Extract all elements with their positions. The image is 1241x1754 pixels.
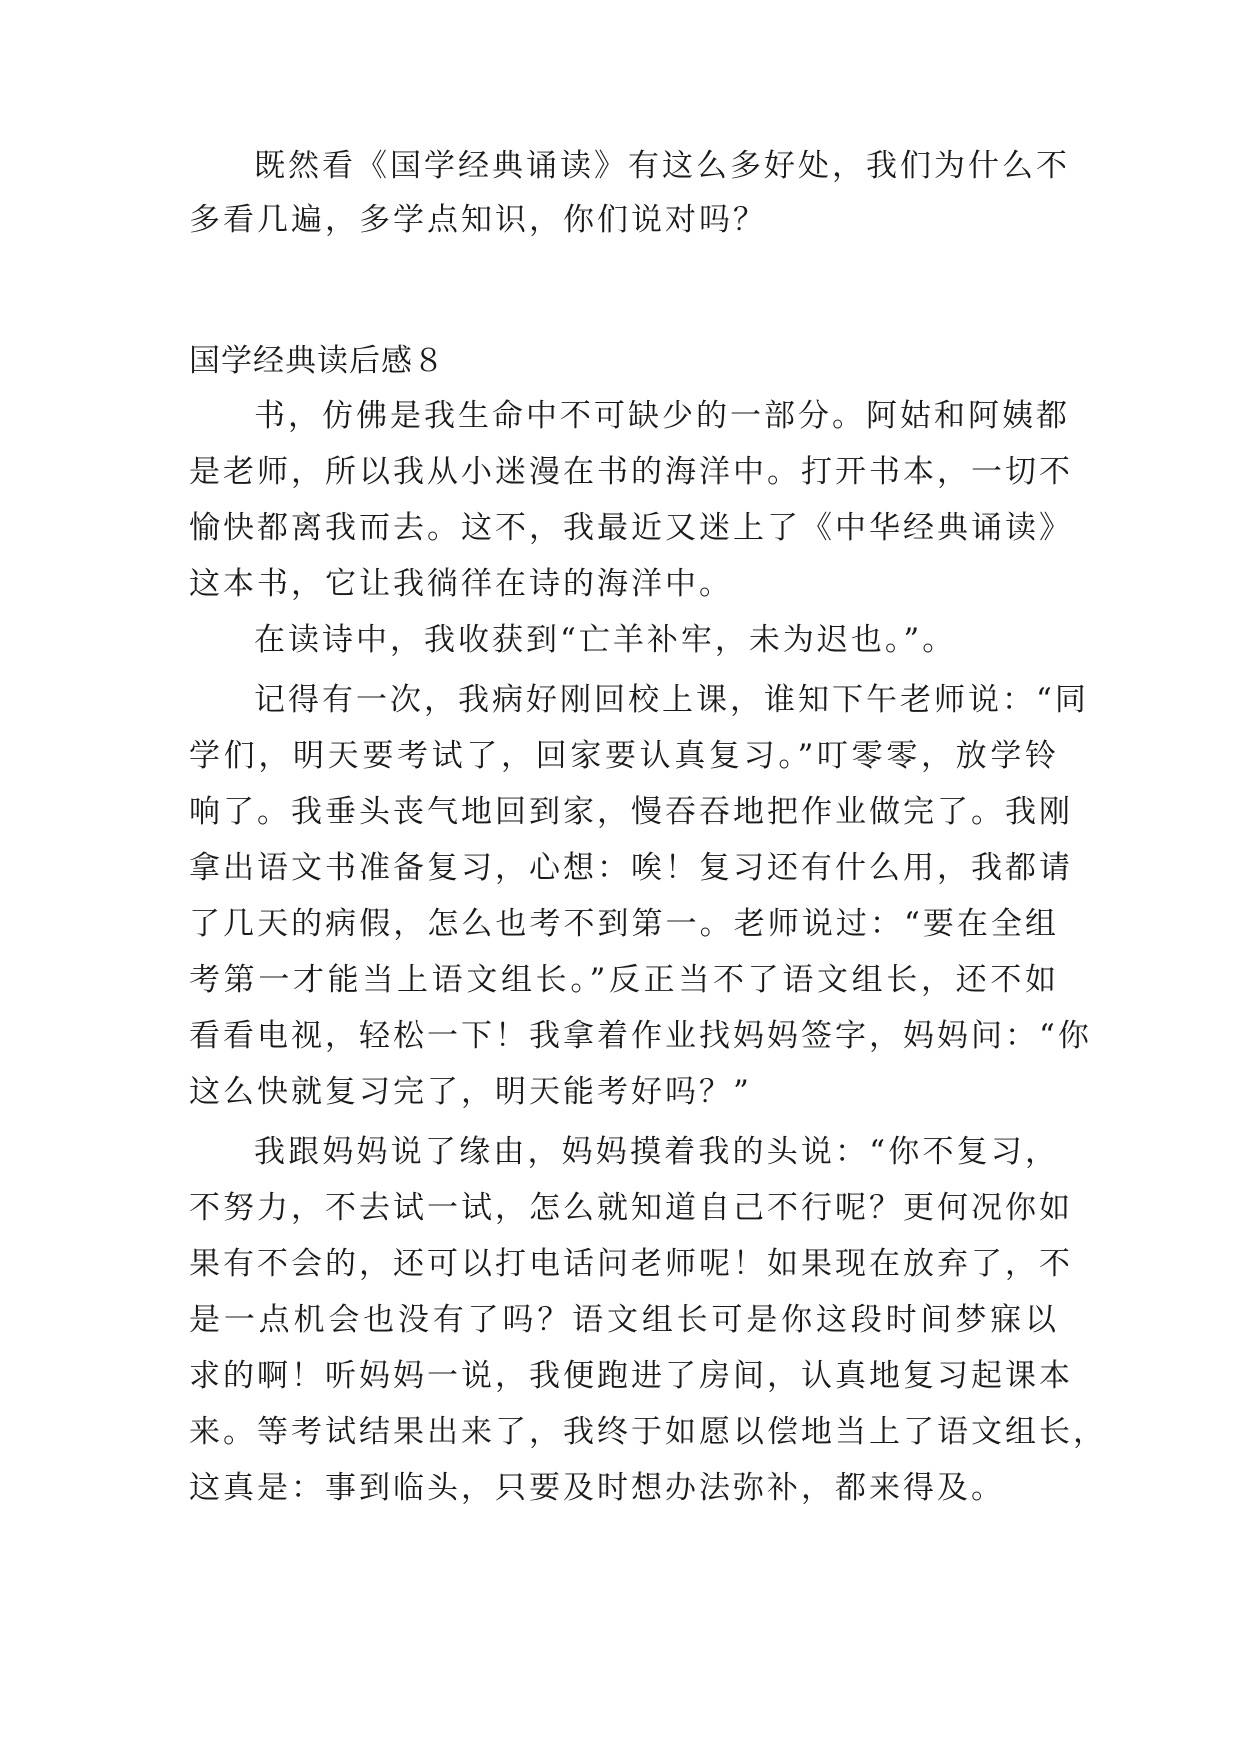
paragraph-1-line-3: 愉快都离我而去。这不，我最近又迷上了《中华经典诵读》 [189,510,1073,546]
paragraph-3-line-4: 拿出语文书准备复习，心想：唉！复习还有什么用，我都请 [189,850,1073,886]
paragraph-4-line-6: 来。等考试结果出来了，我终于如愿以偿地当上了语文组长， [189,1414,1107,1450]
paragraph-1-line-4: 这本书，它让我徜徉在诗的海洋中。 [189,566,733,602]
paragraph-3-line-6: 考第一才能当上语文组长。”反正当不了语文组长，还不如 [189,962,1059,998]
paragraph-4-line-3: 果有不会的，还可以打电话问老师呢！如果现在放弃了，不 [189,1246,1073,1282]
paragraph-4-line-7: 这真是：事到临头，只要及时想办法弥补，都来得及。 [189,1470,1005,1506]
paragraph-4-line-5: 求的啊！听妈妈一说，我便跑进了房间，认真地复习起课本 [189,1358,1073,1394]
paragraph-3-line-8: 这么快就复习完了，明天能考好吗？” [189,1074,752,1110]
paragraph-3-line-1: 记得有一次，我病好刚回校上课，谁知下午老师说：“同 [254,682,1089,718]
paragraph-3-line-7: 看看电视，轻松一下！我拿着作业找妈妈签字，妈妈问：“你 [189,1018,1092,1054]
paragraph-4-line-4: 是一点机会也没有了吗？语文组长可是你这段时间梦寐以 [189,1302,1059,1338]
paragraph-3-line-2: 学们，明天要考试了，回家要认真复习。”叮零零，放学铃 [189,738,1059,774]
section-title: 国学经典读后感８ [189,343,445,379]
intro-line-2: 多看几遍，多学点知识，你们说对吗？ [189,202,767,238]
paragraph-2-line-1: 在读诗中，我收获到“亡羊补牢，未为迟也。”。 [254,622,957,658]
intro-line-1: 既然看《国学经典诵读》有这么多好处，我们为什么不 [254,148,1070,184]
paragraph-4-line-1: 我跟妈妈说了缘由，妈妈摸着我的头说：“你不复习， [254,1134,1059,1170]
paragraph-1-line-1: 书，仿佛是我生命中不可缺少的一部分。阿姑和阿姨都 [254,398,1070,434]
paragraph-1-line-2: 是老师，所以我从小迷漫在书的海洋中。打开书本，一切不 [189,454,1073,490]
paragraph-3-line-5: 了几天的病假，怎么也考不到第一。老师说过：“要在全组 [189,906,1059,942]
paragraph-4-line-2: 不努力，不去试一试，怎么就知道自己不行呢？更何况你如 [189,1190,1073,1226]
paragraph-3-line-3: 响了。我垂头丧气地回到家，慢吞吞地把作业做完了。我刚 [189,794,1073,830]
